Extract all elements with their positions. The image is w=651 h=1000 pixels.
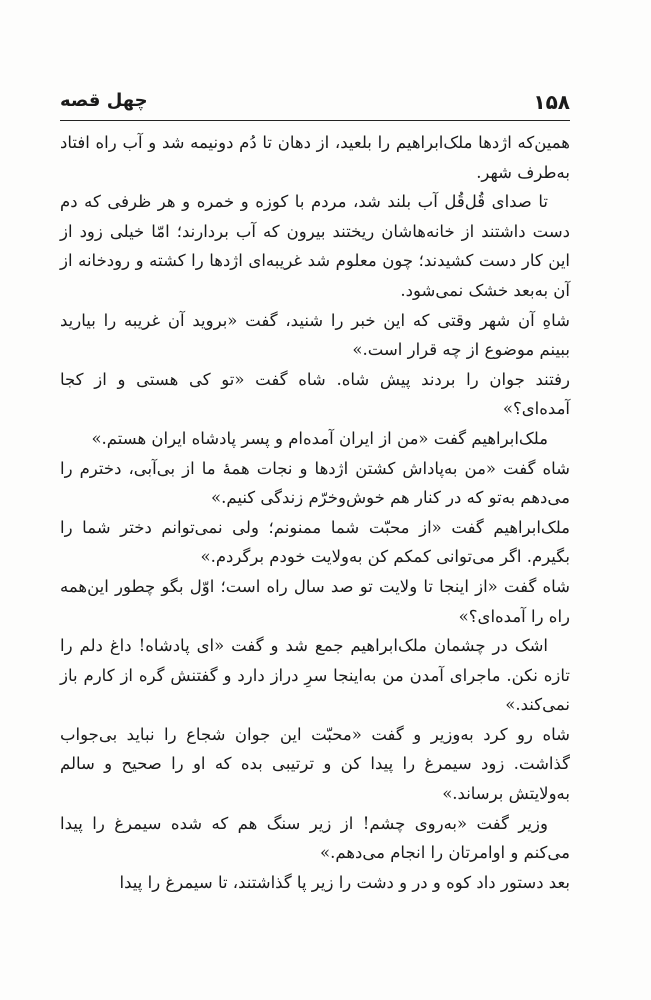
paragraph: شاه رو کرد به‌وزیر و گفت «محبّت این جوان شجاع را نباید بی‌جواب گذاشت. زود سیمرغ را پیدا کن و ترتیبی بده که او را صحیح و سالم به‌ولایتش برساند.» <box>60 724 570 804</box>
paragraph: ملک‌ابراهیم گفت «من از ایران آمده‌ام و پسر پادشاه ایران هستم.» <box>91 428 548 448</box>
paragraph: همین‌که اژدها ملک‌ابراهیم را بلعید، از دهان تا دُم دونیمه شد و آب راه افتاد به‌طرف شهر. <box>60 133 570 182</box>
paragraph: ملک‌ابراهیم گفت «از محبّت شما ممنونم؛ ولی نمی‌توانم دختر شما را بگیرم. اگر می‌توانی کمکم کن به‌ولایت خودم برگردم.» <box>60 517 570 567</box>
paragraph: رفتند جوان را بردند پیش شاه. شاه گفت «تو کی هستی و از کجا آمده‌ای؟» <box>60 369 570 419</box>
paragraph: بعد دستور داد کوه و در و دشت را زیر پا گذاشتند، تا سیمرغ را پیدا <box>119 872 570 892</box>
header-rule <box>60 120 570 121</box>
paragraph: شاهِ آن شهر وقتی که این خبر را شنید، گفت «بروید آن غریبه را بیارید ببینم موضوع از چه قرار است.» <box>60 310 570 360</box>
paragraph: تا صدای قُل‌قُل آب بلند شد، مردم با کوزه و خمره و هر ظرفی که دم دست داشتند از خانه‌هاشان ریختند بیرون که آب بردارند؛ امّا خیلی زود از این کار دست کشیدند؛ چون معلوم شد غریبه‌ای اژدها را کشته و رودخانه از آن به‌بعد خشک نمی‌شود. <box>60 192 570 300</box>
paragraph: اشک در چشمان ملک‌ابراهیم جمع شد و گفت «ای پادشاه! داغ دلم را تازه نکن. ماجرای آمدن من به‌اینجا سرِ دراز دارد و گفتنش گره از کارم باز نمی‌کند.» <box>60 636 570 715</box>
paragraph: شاه گفت «من به‌پاداش کشتن اژدها و نجات همهٔ ما از بی‌آبی، دخترم را می‌دهم به‌تو که در کنار هم خوش‌وخرّم زندگی کنیم.» <box>60 458 570 508</box>
paragraph: شاه گفت «از اینجا تا ولایت تو صد سال راه است؛ اوّل بگو چطور این‌همه راه را آمده‌ای؟» <box>60 576 570 626</box>
paragraph: وزیر گفت «به‌روی چشم! از زیر سنگ هم که شده سیمرغ را پیدا می‌کنم و اوامرتان را انجام می‌دهم.» <box>60 813 570 863</box>
body-text <box>60 128 570 897</box>
running-title: چهل قصه <box>60 90 148 111</box>
page-header <box>60 86 570 120</box>
page-number: ۱۵۸ <box>533 90 570 114</box>
